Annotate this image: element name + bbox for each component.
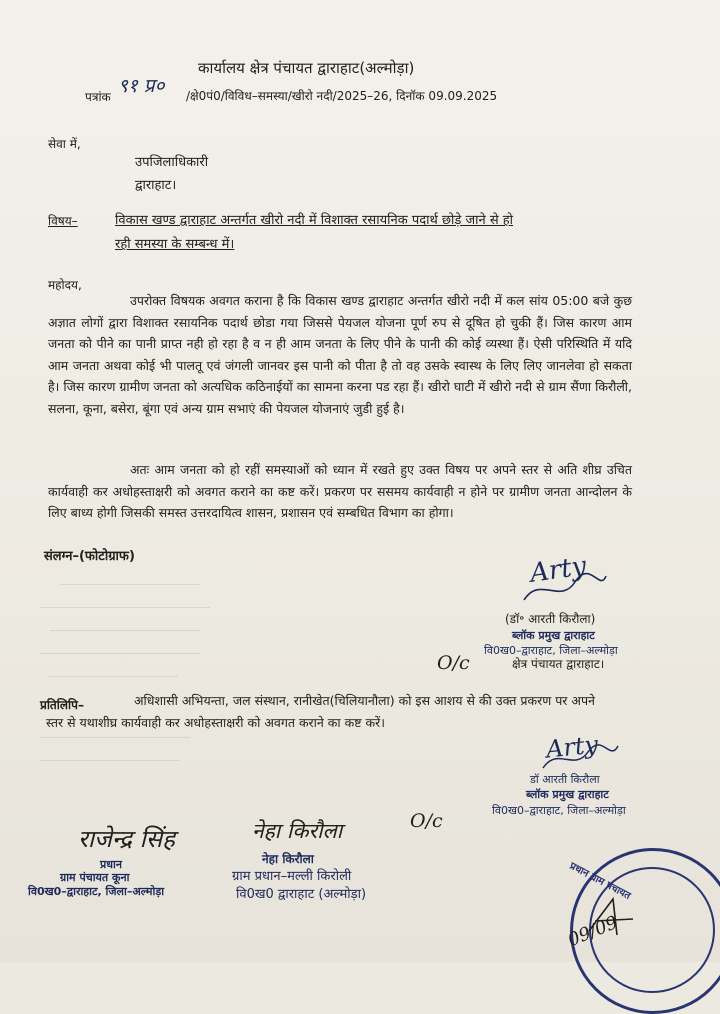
stamp-left-area: वि0ख0–द्वाराहाट, जिला–अल्मोड़ा [28,885,165,898]
bleed-through-marks [40,570,240,790]
body-paragraph-1: उपरोक्त विषयक अवगत कराना है कि विकास खण्ड द्वाराहाट अन्तर्गत खीरो नदी में कल सांय 05:00 बजे कुछ अज्ञात लोगों द्वारा विशाक्त रसायनिक पदार्थ छोडा गया जिससे पेयजल योजना पूर्ण रुप से दूषित हो चुकी हैं। जिस कारण आम जनता को पीने का पानी प्राप्त नही हो रहा है व न ही आम जनता के लिए पीने के पानी की कोई व्यस्था हैं। ऐसी परिस्थिति में यदि आम जनता अथवा कोई भी पालतू एवं जंगली जानवर इस पानी को पीता है तो वह उसके स्वास्थ के लिए लिए जानलेवा हो सकता है। जिस कारण ग्रामीण जनता को अत्यधिक कठिनाईयों का सामना करना पड रहा हैं। खीरो घाटी में खीरो नदी से ग्राम सैंणा किरौली, सलना, कूना, बसेरा, बूंगा एवं अन्य ग्राम सभाएं की पेयजल योजनाएं जुडी हुई है। [48,293,632,416]
stamp-left-signature: राजेन्द्र सिंह [78,825,175,853]
signature-1-oc-mark: O/c [437,652,470,674]
round-seal-text: प्रधान ग्राम पंचायत [567,860,633,902]
signature-2-title: ब्लॉक प्रमुख द्वाराहाट [526,788,609,801]
subject-line-2: रही समस्या के सम्बन्ध में। [115,237,235,252]
stamp-mid-area: वि0ख0 द्वाराहाट (अल्मोड़ा) [236,887,367,902]
enclosure-line: संलग्न–(फोटोग्राफ) [44,549,135,564]
signature-1-area: वि0ख0–द्वाराहाट, जिला–अल्मोड़ा [484,644,618,657]
stamp-mid-name: नेहा किरौला [262,852,314,866]
signature-2-flourish [540,742,620,776]
stamp-mid-signature: नेहा किरौला [252,819,343,843]
salutation: महोदय, [48,278,82,292]
office-title: कार्यालय क्षेत्र पंचायत द्वाराहाट(अल्मोड़ा) [198,59,415,77]
signature-1-flourish [520,570,610,610]
body-paragraph-2: अतः आम जनता को हो रहीं समस्याओं को ध्यान में रखते हुए उक्त विषय पर अपने स्तर से अति शीघ्र उचित कार्यवाही कर अधोहस्ताक्षरी को अवगत कराने का कष्ट करें। प्रकरण पर ससमय कार्यवाही न होने पर ग्रामीण जनता आन्दोलन के लिए बाध्य होगी जिसकी समस्त उत्तरदायित्व शासन, प्रशासन एवं सम्बधित विभाग का होगा। [48,462,632,520]
signature-2-handwritten: Arty [544,730,600,764]
signature-1-office: क्षेत्र पंचायत द्वाराहाट। [512,657,605,671]
round-seal-scribble [583,891,643,941]
copy-label: प्रतिलिपि– [40,698,84,712]
addressee-designation: उपजिलाधिकारी [135,155,209,170]
addressee-place: द्वाराहाट। [135,178,177,193]
stamp-left-gp: ग्राम पंचायत कूना [60,871,130,884]
patrank-handwritten: ९१ प्र० [118,75,165,97]
stamp-mid-oc-mark: O/c [410,810,443,832]
stamp-mid-role: ग्राम प्रधान–मल्ली किरोली [232,869,352,884]
copy-text: अधिशासी अभियन्ता, जल संस्थान, रानीखेत(चिलियानौला) को इस आशय से की उक्त प्रकरण पर अपने स्तर से यथाशीघ्र कार्यवाही कर अधोहस्ताक्षरी को अवगत कराने का कष्ट करें। [46,693,595,730]
signature-2-area: वि0ख0–द्वाराहाट, जिला–अल्मोड़ा [492,804,626,817]
signature-1-handwritten: Arty [528,551,589,589]
seva-mein: सेवा में, [48,137,81,151]
subject-label: विषय– [48,214,78,228]
reference-line: /क्षे0पं0/विविध–समस्या/खीरो नदी/2025–26, दिनॉक 09.09.2025 [186,89,498,103]
patrank-label: पत्रांक [85,90,111,104]
signature-2-name: डॉ आरती किरौला [530,773,600,786]
round-seal [564,848,720,1014]
signature-1-name: (डॉ॰ आरती किरौला) [505,612,596,626]
round-seal-date: 09/09 [564,912,621,951]
subject-line-1: विकास खण्ड द्वाराहाट अन्तर्गत खीरो नदी में विशाक्त रसायनिक पदार्थ छोड़े जाने से हो [115,213,514,228]
signature-1-title: ब्लॉक प्रमुख द्वाराहाट [512,629,595,642]
stamp-left-role: प्रधान [100,858,122,871]
